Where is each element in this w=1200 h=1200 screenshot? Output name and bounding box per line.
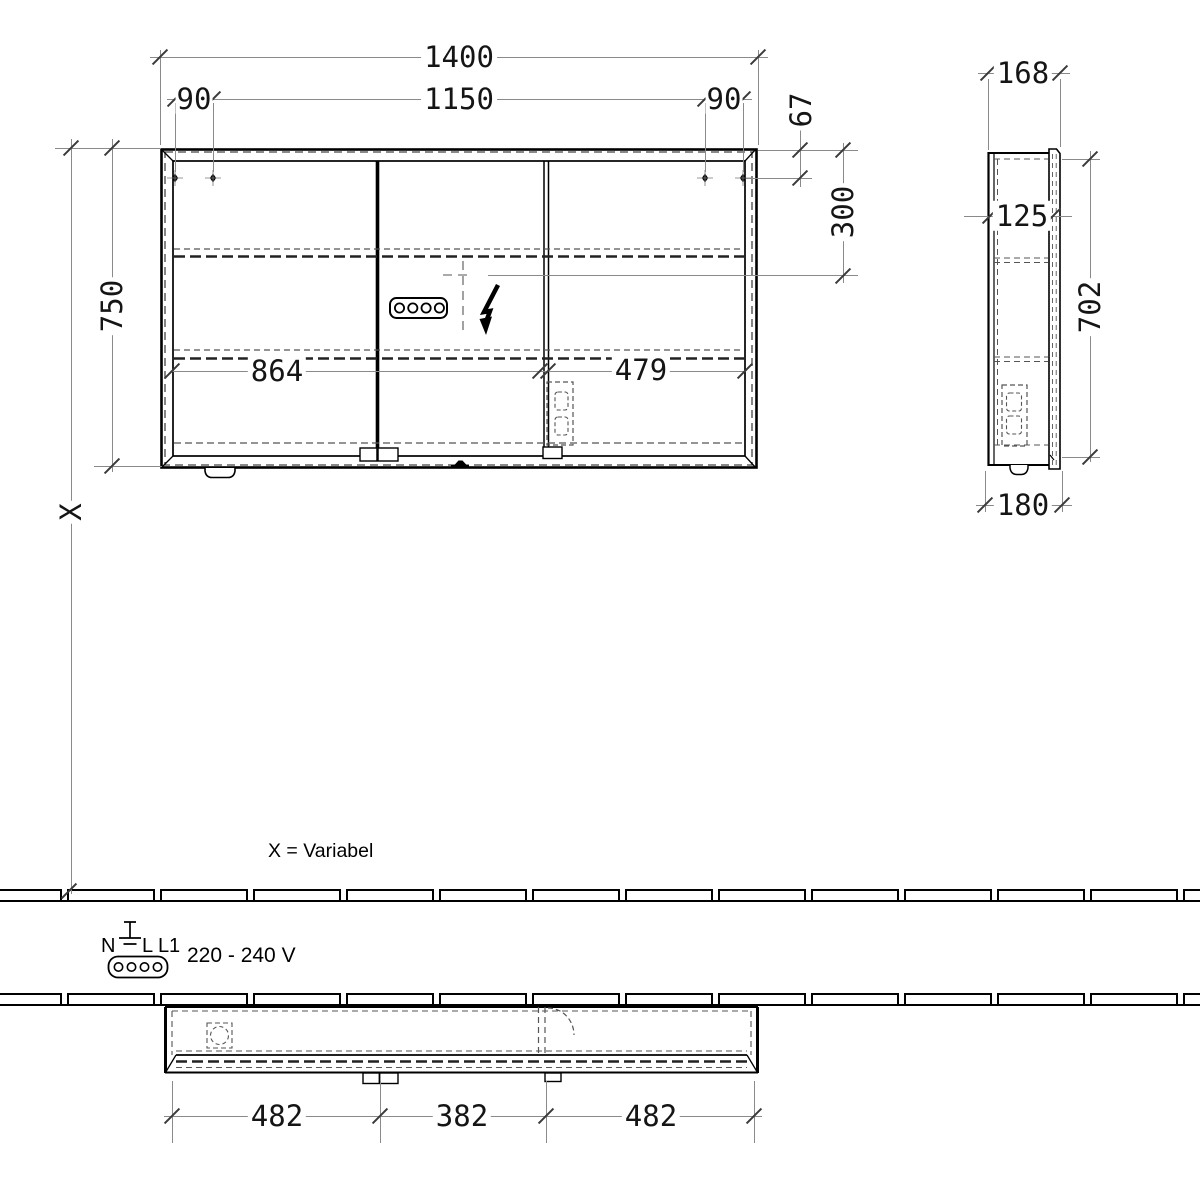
dim-plan-middle-label: 382 bbox=[433, 1101, 491, 1131]
dim-height-variable-label: X bbox=[56, 500, 86, 523]
ext-line bbox=[1062, 457, 1100, 458]
dim-depth-top-label: 168 bbox=[994, 58, 1052, 88]
dim-plan-right-label: 482 bbox=[622, 1101, 680, 1131]
wall-hatch-lower bbox=[0, 993, 1200, 1006]
voltage-range-label: 220 - 240 V bbox=[187, 944, 296, 967]
dim-mount-offset-right-label: 90 bbox=[706, 81, 742, 116]
ext-line bbox=[988, 79, 989, 150]
ext-line bbox=[743, 103, 744, 172]
dim-door-right-label: 479 bbox=[612, 355, 670, 385]
dim-mount-span-label: 1150 bbox=[421, 84, 497, 114]
ext-line bbox=[488, 275, 858, 276]
terminal-n-label: N bbox=[101, 935, 116, 957]
variable-note: X = Variabel bbox=[268, 840, 374, 862]
ext-line bbox=[746, 178, 812, 179]
power-socket-icon bbox=[107, 955, 169, 979]
plan-view bbox=[160, 1004, 764, 1090]
dim-interior-depth-label: 125 bbox=[993, 201, 1051, 231]
ext-line bbox=[160, 50, 161, 145]
cable-outlet-icon bbox=[207, 1023, 232, 1048]
power-socket-icon bbox=[390, 298, 447, 318]
ext-line bbox=[758, 50, 759, 145]
wall-hatch-upper bbox=[0, 889, 1200, 902]
terminal-l-label: L L1 bbox=[142, 935, 181, 957]
ext-line bbox=[1062, 159, 1100, 160]
earth-ground-icon bbox=[115, 916, 145, 950]
ext-line bbox=[1060, 79, 1061, 147]
dim-depth-bottom-label: 180 bbox=[994, 490, 1052, 520]
dim-overall-width-label: 1400 bbox=[421, 42, 497, 72]
dim-top-to-socket-label: 300 bbox=[828, 183, 858, 241]
dim-carcass-height-label: 702 bbox=[1075, 278, 1105, 336]
front-view bbox=[160, 148, 760, 484]
ext-line bbox=[94, 466, 162, 467]
dim-top-to-mounts-label: 67 bbox=[786, 90, 816, 131]
dim-door-left-label: 864 bbox=[248, 356, 306, 386]
dim-height-label: 750 bbox=[97, 277, 127, 335]
dim-mount-offset-left-label: 90 bbox=[176, 81, 212, 116]
ext-line bbox=[213, 103, 214, 172]
dim-plan-left-label: 482 bbox=[248, 1101, 306, 1131]
